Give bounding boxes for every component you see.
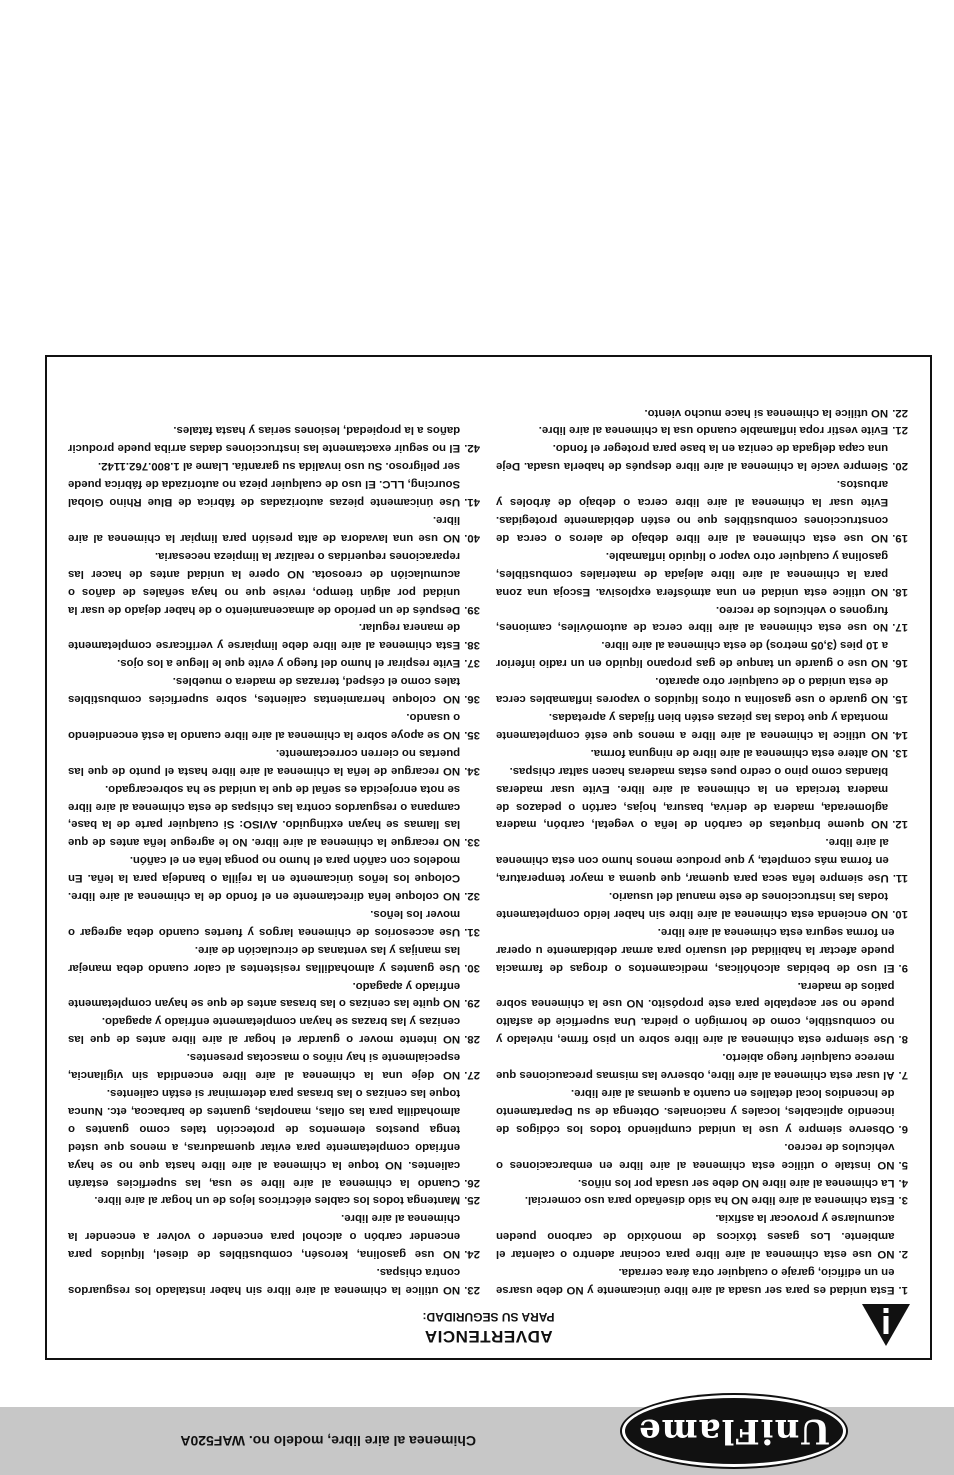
warning-item-number: 14. xyxy=(892,728,908,741)
warning-item xyxy=(496,1173,908,1191)
warning-item-number: 38. xyxy=(464,639,480,652)
warning-item-number: 30. xyxy=(464,961,480,974)
warning-item-number: 19. xyxy=(892,531,908,544)
warning-item xyxy=(68,421,480,457)
warning-item xyxy=(68,904,480,940)
warning-item-text: NO utilice la chimenea al aire libre a menos que esté completamente montada y que todas las piezas estén bien fijadas y apretadas. xyxy=(496,711,889,741)
warning-item xyxy=(496,743,908,761)
warning-item-number: 4. xyxy=(898,1176,908,1189)
warning-item-text: Cuando la chimenea al aire libre se usa, las superficies estarán calientes. NO toque la chimenea al aire libre hasta que no se haya enfriado completamente para evitar quemaduras, a menos que usted tenga puestos elementos de protección tales como guantes o almohadilla para las ollas, manoplas, guantes de barbacoa, etc. Nunca toque las cenizas o las brasas para determinar si están calientes. xyxy=(68,1087,461,1189)
warning-item xyxy=(496,439,908,475)
warning-item xyxy=(496,832,908,886)
warning-item-text: Después de un período de almacenamiento o de haber dejado de usar la unidad por algún tiempo, revise que no haya señales de daños o acumulación de creosota. NO opere la unidad antes de hacer las reparaciones requeridas o realizar la limpieza necesaria. xyxy=(68,549,461,616)
warning-item-text: El no seguir exactamente las instrucciones dadas arriba puede producir daños a la propiedad, lesiones serias y hasta fatales. xyxy=(68,424,461,455)
warning-item xyxy=(68,850,480,904)
warning-item-text: Al usar esta chimenea al aire libre, observe las mismas precauciones que merece cualquier fuego abierto. xyxy=(496,1051,895,1082)
warning-item xyxy=(68,456,480,510)
warning-item xyxy=(68,618,480,654)
warning-item-text: NO use esta chimenea al aire libre debajo de aleros o cerca de construcciones combustibles que no estén debidamente protegidas. Evite usar la chimenea al aire libre cerca o debajo de árboles y arbustos. xyxy=(496,478,889,544)
warning-item-text: NO utilice la chimenea si hace mucho viento. xyxy=(644,406,889,419)
warning-item xyxy=(68,743,480,779)
product-title: Chimenea al aire libre, modelo no. WAF520A xyxy=(180,1433,476,1449)
warning-list-left xyxy=(496,403,908,1298)
warning-item-number: 41. xyxy=(464,496,480,509)
warning-item-text: Esta chimenea al aire libre debe limpiarse y verificarse completamente de manera regular. xyxy=(68,621,461,652)
warning-item xyxy=(68,653,480,671)
brand-logo xyxy=(622,1395,846,1467)
warning-item-number: 21. xyxy=(892,424,908,437)
warning-item-number: 25. xyxy=(464,1194,480,1207)
warning-item-text: El uso de bebidas alcohólicas, medicamentos o drogas de farmacia puede afectar la habilidad del usuario para armar debidamente u operar en forma segura esta chimenea al aire libre. xyxy=(496,925,895,974)
warning-item-text: Mantenga todos los cables eléctricos lejos de un hogar al aire libre. xyxy=(94,1194,461,1207)
warning-item xyxy=(68,510,480,546)
warning-item-text: NO use una lavadora de alta presión para limpiar la chimenea al aire libre. xyxy=(68,514,461,544)
warning-item xyxy=(496,1047,908,1083)
warning-item xyxy=(496,635,908,671)
warning-item-text: Use siempre leña seca para quemar, que quema a mayor temperatura, en forma más completa, y que produce menos humo con esta chimenea al aire libre. xyxy=(496,836,889,885)
warning-item-text: NO use gasolina, kerosén, combustibles de diesel, líquidos para encender carbón o alcohol para encender o volver a encender la chimenea al aire libre. xyxy=(68,1212,461,1261)
warning-item-number: 12. xyxy=(892,818,908,831)
warning-item xyxy=(68,1012,480,1048)
warning-item-text: NO queme briquetas de carbón de leña o vegetal, carbón, madera aglomerada, madera de deriva, basura, hojas, cartón o pedazos de madera terciada en la chimenea al aire libre. Evite usar maderas blandas como pino o cedro pues estas maderas hacen saltar chispas. xyxy=(496,764,889,831)
warning-item-text: Esta unidad es para ser usada al aire libre únicamente y NO debe usarse en un edificio, garaje o cualquier otra área cerrada. xyxy=(496,1266,895,1296)
warning-item-number: 26. xyxy=(464,1176,480,1189)
warning-item xyxy=(68,1083,480,1190)
warning-item-number: 42. xyxy=(464,442,480,455)
warning-item-number: 7. xyxy=(898,1069,908,1082)
warning-item-number: 39. xyxy=(464,603,480,616)
warning-item xyxy=(496,886,908,922)
warning-item-number: 3. xyxy=(898,1194,908,1207)
warning-item-number: 17. xyxy=(892,621,908,634)
warning-item xyxy=(496,761,908,833)
warning-item-text: NO quite las cenizas o las brasas antes de que se hayan completamente enfriado y apagado. xyxy=(68,979,461,1010)
warning-item-text: NO se apoye sobre la chimenea al aire libre cuando la está encendiendo o usando. xyxy=(68,711,461,741)
warning-item xyxy=(68,940,480,976)
warning-item-number: 40. xyxy=(464,531,480,544)
warning-item-number: 11. xyxy=(892,872,908,885)
warning-item-text: NO recargue de leña la chimenea al aire libre hasta el punto de que las puertas no cierren correctamente. xyxy=(68,746,461,777)
warning-item-text: NO coloque leña directamente en el fondo de la chimenea al aire libre. Coloque los leños únicamente en la rejilla o bandeja para la leña. En modelos con cañón para el humo no ponga leña en el cañón. xyxy=(68,854,461,903)
warning-item-text: Evite vestir ropa inflamable cuando usa la chimenea al aire libre. xyxy=(538,424,889,437)
warning-item-number: 20. xyxy=(892,460,908,473)
warning-item-number: 24. xyxy=(464,1248,480,1261)
warning-subtitle: PARA SU SEGURIDAD: xyxy=(422,1310,555,1324)
warning-item-text: NO utilice esta unidad en una atmósfera explosiva. Escoja una zona para la chimenea al aire libre alejada de materiales combustibles, gasolina y cualquier otro vapor o líquido inflamable. xyxy=(496,549,889,598)
warning-item-number: 36. xyxy=(464,693,480,706)
warning-item-text: NO use esta chimenea al aire libre para cocinar adentro o calentar el ambiente. Los gases tóxicos de monóxido de carbono pueden acumularse y provocar la asfixia. xyxy=(496,1212,895,1261)
warning-item-number: 5. xyxy=(898,1158,908,1171)
warning-item xyxy=(68,707,480,743)
warning-item-number: 16. xyxy=(892,657,908,670)
warning-item xyxy=(496,1083,908,1137)
warning-item-text: NO deje una la chimenea al aire libre encendida sin vigilancia, especialmente si hay niños o mascotas presentes. xyxy=(68,1051,461,1082)
warning-item xyxy=(496,707,908,743)
warning-item-number: 28. xyxy=(464,1033,480,1046)
warning-item-text: La chimenea al aire libre NO debe ser usada por los niños. xyxy=(577,1176,895,1189)
warning-item-number: 9. xyxy=(898,961,908,974)
warning-item xyxy=(496,474,908,546)
warning-item-text: NO guarde o use gasolina u otros líquidos o vapores inflamables cerca de esta unidad o de cualquier otro aparato. xyxy=(496,675,889,706)
warning-item xyxy=(68,671,480,707)
warning-item-number: 13. xyxy=(892,746,908,759)
warning-item-number: 10. xyxy=(892,907,908,920)
warning-item-number: 29. xyxy=(464,997,480,1010)
header-band xyxy=(0,1407,954,1475)
warning-item-number: 6. xyxy=(898,1122,908,1135)
warning-item-number: 2. xyxy=(898,1248,908,1261)
warning-item xyxy=(496,671,908,707)
warning-item xyxy=(496,922,908,976)
warning-item xyxy=(496,546,908,600)
warning-item xyxy=(496,600,908,636)
warning-item-text: NO use o guarde un tanque de gas propano líquido en un radio inferior a 10 pies (3,05 metros) de esta chimenea al aire libre. xyxy=(496,639,889,670)
warning-item xyxy=(496,976,908,1048)
warning-item-number: 31. xyxy=(464,925,480,938)
warning-item-number: 33. xyxy=(464,836,480,849)
warning-item xyxy=(68,779,480,851)
warning-item xyxy=(496,1262,908,1298)
warning-item xyxy=(68,546,480,618)
warning-item-number: 37. xyxy=(464,657,480,670)
warning-item xyxy=(68,1191,480,1209)
warning-item-number: 32. xyxy=(464,890,480,903)
brand-logo-text: UniFlame xyxy=(638,1411,830,1451)
warning-item-text: Use siempre esta chimenea al aire libre sobre un piso firme, nivelado y no combustible, como de hormigón o piedra. Una superficie de asfalto puede no ser aceptable para este propósito. NO use la chimenea sobre patios de madera. xyxy=(496,979,895,1046)
warning-item-number: 34. xyxy=(464,764,480,777)
warning-item-text: NO altere esta chimenea al aire libre de ninguna forma. xyxy=(590,746,889,759)
warning-item-number: 18. xyxy=(892,585,908,598)
warning-box xyxy=(45,355,932,1360)
warning-item xyxy=(68,1262,480,1298)
warning-item-text: No use esta chimenea al aire libre cerca de automóviles, camiones, furgones o vehículos de recreo. xyxy=(496,603,889,634)
warning-item-text: Siempre vacíe la chimenea al aire libre después de haberla usada. Deje una capa delgada de ceniza en la base para proteger el fondo. xyxy=(496,442,889,473)
warning-item xyxy=(68,976,480,1012)
warning-item-text: Use accesorios de chimenea largos y fuertes cuando deba agregar o mover los leños. xyxy=(68,907,461,938)
warning-item-text: Observe siempre y use la unidad cumpliendo todos los códigos de incendio aplicables, locales y nacionales. Obtenga de su Departamento de Incendios local detalles en cuanto a quemas al aire libre. xyxy=(496,1087,895,1135)
warning-item xyxy=(496,403,908,421)
warning-item-text: NO recargue la chimenea al aire libre. No le agregue leña antes de que las llamas se hayan extinguido. AVISO: Si cualquier parte de la base, campana o resguardos contra las chispas de esta chimenea al aire libre se nota enrojecida es señal de que la unidad se ha sobrecargado. xyxy=(68,782,461,849)
warning-item-text: NO intente mover o guardar el hogar al aire libre antes de que las cenizas y las brazas se hayan completamente enfriado y apagado. xyxy=(68,1015,461,1046)
warning-item-text: Use únicamente piezas autorizadas de fábrica de Blue Rhino Global Sourcing, LLC. El uso de cualquier pieza no autorizada de fábrica puede ser peligroso. Su uso invalida su garantía. Llame al 1.800.762.1142. xyxy=(68,460,461,509)
warning-item-text: NO coloque herramientas calientes, sobre superficies combustibles tales como el césped, terrazas de madera o muebles. xyxy=(68,675,461,706)
warning-item-text: Evite respirar el humo del fuego y evite que le llegue a los ojos. xyxy=(117,657,461,670)
warning-item-text: NO encienda esta chimenea al aire libre sin haber leído completamente todas las instrucciones de este manual del usuario. xyxy=(496,890,889,920)
warning-item xyxy=(496,1191,908,1209)
warning-list-right xyxy=(68,421,480,1298)
warning-item xyxy=(496,1208,908,1262)
warning-item-text: Esta chimenea al aire libre NO ha sido diseñado para uso comercial. xyxy=(524,1194,895,1207)
warning-item-number: 8. xyxy=(898,1033,908,1046)
warning-item xyxy=(496,421,908,439)
warning-item-number: 23. xyxy=(464,1284,480,1296)
warning-item-number: 22. xyxy=(892,406,908,419)
warning-item-number: 27. xyxy=(464,1069,480,1082)
warning-item xyxy=(68,1047,480,1083)
warning-item-number: 1. xyxy=(898,1284,908,1296)
warning-item xyxy=(496,1137,908,1173)
warning-item-number: 35. xyxy=(464,728,480,741)
warning-item-text: Use guantes y almohadillas resistentes al calor cuando deba manejar las manijas y las ventanas de circulación de aire. xyxy=(68,943,461,974)
warning-title: ADVERTENCIA xyxy=(424,1327,553,1346)
warning-item-number: 15. xyxy=(892,693,908,706)
warning-item-text: NO utilice la chimenea al aire libre sin haber instalado los resguardos contra chispas. xyxy=(68,1266,461,1296)
warning-item-text: NO instale o utilice esta chimenea al aire libre en embarcaciones o vehículos de recreo. xyxy=(496,1140,895,1171)
warning-item xyxy=(68,1208,480,1262)
